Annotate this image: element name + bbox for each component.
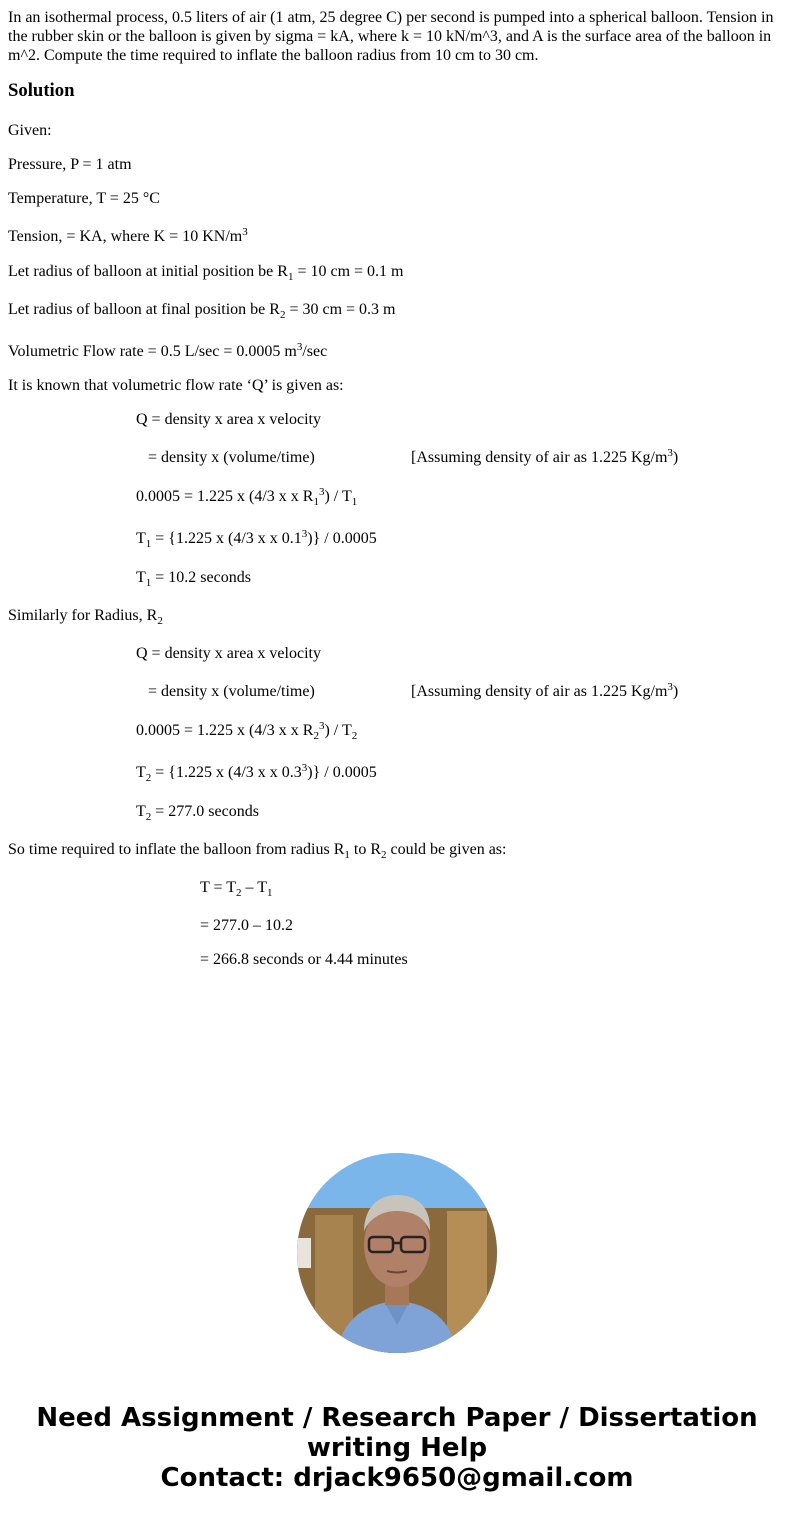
author-avatar xyxy=(297,1153,497,1353)
q-definition-2-b: = density x (volume/time) xyxy=(148,683,315,700)
given-label: Given: xyxy=(8,122,52,139)
author-portrait xyxy=(297,1153,497,1353)
temperature-line: Temperature, T = 25 °C xyxy=(8,190,160,207)
q-definition-2: = density x (volume/time) xyxy=(148,449,315,466)
tension-line: Tension, = KA, where K = 10 $KN/m^3$ xyxy=(8,226,248,245)
known-line: It is known that volumetric flow rate ‘Q’ is given as: xyxy=(8,377,344,394)
density-assumption-b: [Assuming density of air as 1.225 $Kg/m^3$) xyxy=(411,681,679,700)
equation-6: $T_2 = 277.0$ seconds xyxy=(136,803,259,823)
footer-line-1: Need Assignment / Research Paper / Dissertation xyxy=(36,1403,758,1433)
density-assumption: [Assuming density of air as 1.225 $Kg/m^3$) xyxy=(411,447,679,466)
initial-radius-line: Let radius of balloon at initial position be $R_1 = 10$ cm = 0.1 m xyxy=(8,263,404,283)
similarly-line: Similarly for Radius, $R_2$ xyxy=(8,607,163,627)
final-equation-1: $T = T_2 - T_1$ xyxy=(200,879,273,899)
footer-line-2: writing Help xyxy=(306,1433,488,1463)
final-radius-line: Let radius of balloon at final position be $R_2 = 30$ cm = 0.3 m xyxy=(8,301,396,321)
footer-contact: Contact: drjack9650@gmail.com xyxy=(160,1463,634,1493)
flow-rate-line: Volumetric Flow rate = 0.5 L/sec = 0.0005 $m^3/\sec$ xyxy=(8,341,328,360)
question-text: In an isothermal process, 0.5 liters of air (1 atm, 25 degree C) per second is pumped into a spherical balloon. Tension in the rubber skin or the balloon is given by sigma = kA, where k = 10 kN/m^3, and A is the surface area of the balloon in m^2. Compute the time required to inflate the balloon radius from 10 cm to 30 cm. xyxy=(8,9,774,64)
final-answer: = 266.8 seconds or 4.44 minutes xyxy=(200,951,408,968)
footer-banner xyxy=(0,1403,794,1493)
q-definition: Q = density x area x velocity xyxy=(136,411,321,428)
equation-1: 0.0005 = 1.225 x (4/3 x x $R_1^3) / T_1$ xyxy=(136,486,358,508)
equation-3: $T_1 = 10.2$ seconds xyxy=(136,569,251,589)
so-time-line: So time required to inflate the balloon from radius $R_1$ to $R_2$ could be given as: xyxy=(8,841,507,861)
solution-heading: Solution xyxy=(8,80,75,101)
equation-5: $T_2 = \{1.225$ x (4/3 x x $0.3^3)\} / 0.0005$ xyxy=(136,762,377,784)
equation-2: $T_1 = \{1.225$ x (4/3 x x $0.1^3)\} / 0.0005$ xyxy=(136,528,377,550)
q-definition-b: Q = density x area x velocity xyxy=(136,645,321,662)
final-equation-2: = 277.0 – 10.2 xyxy=(200,917,294,934)
pressure-line: Pressure, P = 1 atm xyxy=(8,156,132,173)
equation-4: 0.0005 = 1.225 x (4/3 x x $R_2^3) / T_2$ xyxy=(136,720,358,742)
